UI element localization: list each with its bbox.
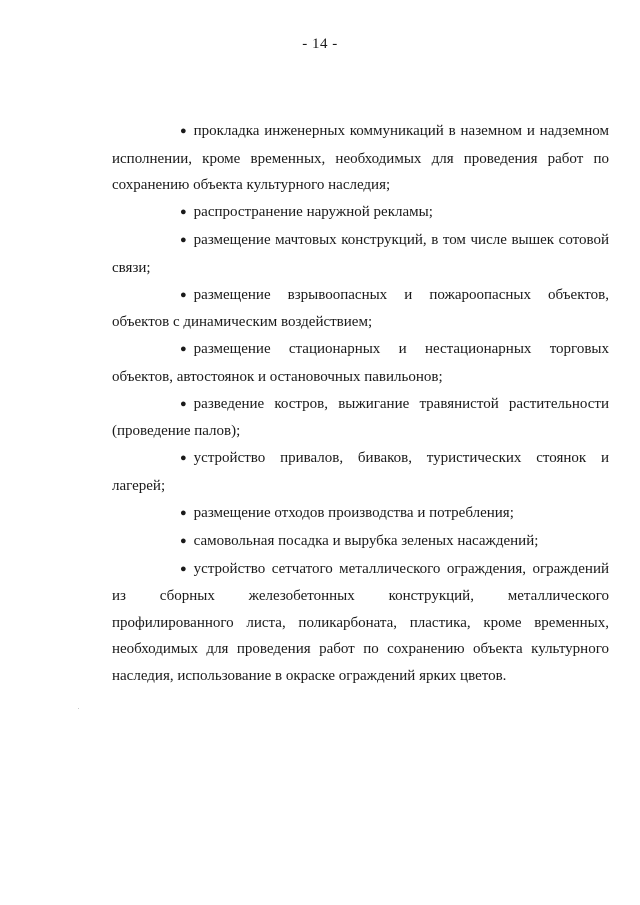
list-item xyxy=(112,118,609,199)
list-item-text: распространение наружной рекламы; xyxy=(193,204,433,220)
list-item xyxy=(112,282,609,336)
list-item-text: размещение мачтовых конструкций, в том числе вышек сотовой связи; xyxy=(112,232,609,276)
bullet-icon: ● xyxy=(180,125,187,137)
list-item-text: прокладка инженерных коммуникаций в наземном и надземном исполнении, кроме временных, необходимых для проведения работ по сохранению объекта культурного наследия; xyxy=(112,123,609,193)
bullet-icon: ● xyxy=(180,234,187,246)
list-item-text: устройство сетчатого металлического ограждения, ограждений из сборных железобетонных конструкций, металлического профилированного листа, поликарбоната, пластика, кроме временных, необходимых для проведения работ по сохранению объекта культурного наследия, использование в окраске ограждений ярких цветов. xyxy=(112,560,609,684)
bullet-icon: ● xyxy=(180,452,187,464)
bullet-icon: ● xyxy=(180,288,187,301)
list-item-text: размещение отходов производства и потребления; xyxy=(193,504,514,521)
bullet-icon: ● xyxy=(180,534,187,547)
prohibitions-list xyxy=(112,118,609,690)
scan-speck xyxy=(78,708,79,709)
list-item xyxy=(112,445,609,499)
list-item xyxy=(112,227,609,281)
list-item-text: разведение костров, выжигание травянистой растительности (проведение палов); xyxy=(112,395,609,439)
list-item-text: размещение стационарных и нестационарных торговых объектов, автостоянок и остановочных павильонов; xyxy=(112,341,609,385)
bullet-icon: ● xyxy=(180,397,187,410)
list-item-text: устройство привалов, биваков, туристических стоянок и лагерей; xyxy=(112,450,609,494)
list-item xyxy=(112,391,609,445)
bullet-icon: ● xyxy=(180,206,187,218)
bullet-icon: ● xyxy=(180,506,187,519)
list-item-text: размещение взрывоопасных и пожароопасных объектов, объектов с динамическим воздействием; xyxy=(112,286,609,330)
list-item xyxy=(112,556,609,690)
list-item xyxy=(112,500,609,528)
bullet-icon: ● xyxy=(180,343,187,355)
list-item xyxy=(112,336,609,390)
list-item-text: самовольная посадка и вырубка зеленых насаждений; xyxy=(193,532,539,549)
bullet-icon: ● xyxy=(180,562,187,575)
page-number: - 14 - xyxy=(302,36,338,52)
list-item xyxy=(112,199,609,227)
list-item xyxy=(112,528,609,556)
